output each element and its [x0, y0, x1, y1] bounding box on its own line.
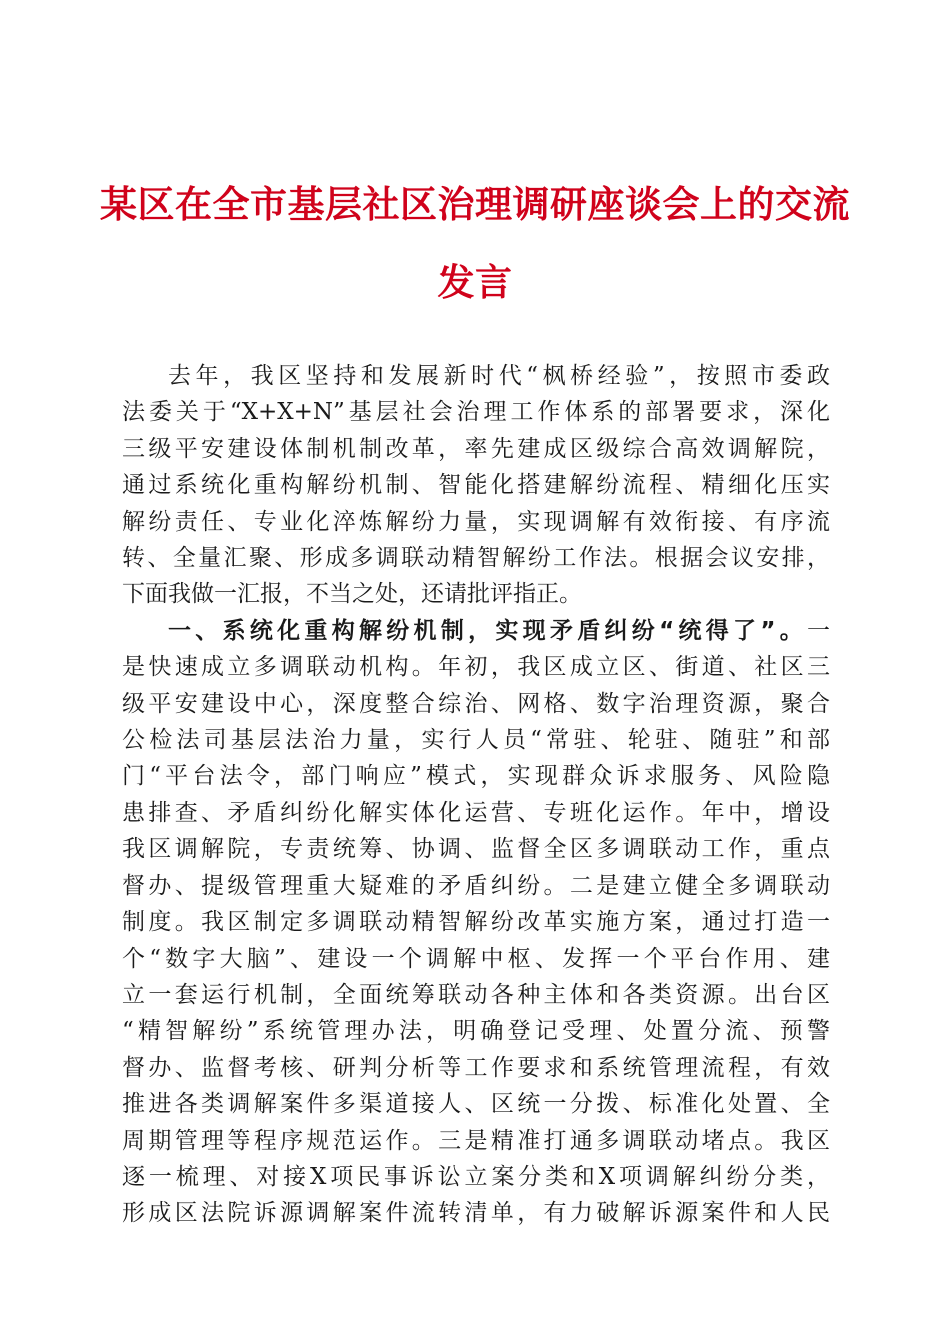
text-line: 级平安建设中心，深度整合综治、网格、数字治理资源，聚合 — [122, 690, 830, 717]
text-line: 个“数字大脑”、建设一个调解中枢、发挥一个平台作用、建 — [122, 945, 830, 972]
text-line: 去年，我区坚持和发展新时代“枫桥经验”，按照市委政 — [168, 363, 830, 389]
text-line: 法委关于“X+X+N”基层社会治理工作体系的部署要求，深化 — [122, 399, 830, 426]
text-line: 我区调解院，专责统筹、协调、监督全区多调联动工作，重点 — [122, 836, 830, 863]
text-line: 形成区法院诉源调解案件流转清单，有力破解诉源案件和人民 — [122, 1200, 830, 1227]
text-line — [122, 613, 830, 649]
text-line: 通过系统化重构解纷机制、智能化搭建解纷流程、精细化压实 — [122, 472, 830, 499]
text-line: 是快速成立多调联动机构。年初，我区成立区、街道、社区三 — [122, 654, 830, 681]
document-title — [100, 165, 850, 321]
title-line-1: 某区在全市基层社区治理调研座谈会上的交流 — [100, 182, 850, 226]
title-line-2: 发言 — [437, 260, 513, 304]
text-line: 公检法司基层法治力量，实行人员“常驻、轮驻、随驻”和部 — [122, 727, 830, 754]
section-1-heading-tail: 一 — [807, 617, 830, 644]
text-line: 逐一梳理、对接X项民事诉讼立案分类和X项调解纠纷分类， — [122, 1163, 830, 1190]
text-line: 督办、提级管理重大疑难的矛盾纠纷。二是建立健全多调联动 — [122, 872, 830, 899]
text-line: 立一套运行机制，全面统筹联动各种主体和各类资源。出台区 — [122, 981, 830, 1008]
document-body — [122, 358, 830, 1232]
intro-paragraph — [122, 358, 830, 613]
text-line: 推进各类调解案件多渠道接人、区统一分拨、标准化处置、全 — [122, 1091, 830, 1118]
text-line: 转、全量汇聚、形成多调联动精智解纷工作法。根据会议安排， — [122, 545, 830, 572]
text-line: 周期管理等程序规范运作。三是精准打通多调联动堵点。我区 — [122, 1127, 830, 1154]
text-line: 门“平台法令，部门响应”模式，实现群众诉求服务、风险隐 — [122, 763, 830, 790]
text-line: “精智解纷”系统管理办法，明确登记受理、处置分流、预警 — [122, 1018, 830, 1045]
section-1-paragraph — [122, 613, 830, 1232]
text-line: 患排查、矛盾纠纷化解实体化运营、专班化运作。年中，增设 — [122, 799, 830, 826]
text-line: 督办、监督考核、研判分析等工作要求和系统管理流程，有效 — [122, 1054, 830, 1081]
text-line: 制度。我区制定多调联动精智解纷改革实施方案，通过打造一 — [122, 909, 830, 936]
text-line: 解纷责任、专业化淬炼解纷力量，实现调解有效衔接、有序流 — [122, 508, 830, 535]
text-line: 下面我做一汇报，不当之处，还请批评指正。 — [122, 581, 582, 608]
text-line: 三级平安建设体制机制改革，率先建成区级综合高效调解院， — [122, 435, 830, 462]
section-1-heading: 一、系统化重构解纷机制，实现矛盾纠纷“统得了”。 — [168, 617, 807, 644]
